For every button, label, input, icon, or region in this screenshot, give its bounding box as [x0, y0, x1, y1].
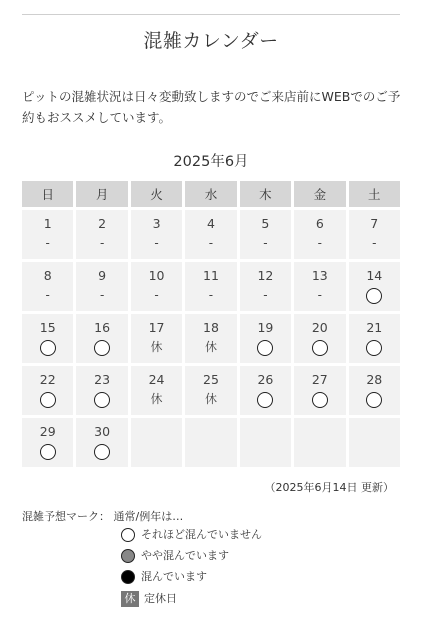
holiday-mark: 休: [204, 392, 217, 406]
day-number: 1: [43, 216, 52, 231]
status-mark: [76, 338, 127, 356]
calendar-day-cell: [22, 262, 73, 311]
day-number: 24: [148, 372, 165, 387]
no-data-mark: -: [317, 236, 322, 250]
calendar-day-cell: [185, 366, 236, 415]
day-number: 6: [315, 216, 324, 231]
day-number: 4: [207, 216, 215, 231]
weekday-sat: 土: [349, 181, 400, 207]
holiday-mark: 休: [150, 392, 163, 406]
status-mark: [240, 390, 291, 408]
black-circle-icon: [121, 570, 135, 584]
empty-circle-icon: [312, 340, 328, 356]
empty-circle-icon: [94, 444, 110, 460]
legend-label: 混雑予想マーク： 通常/例年は…: [22, 510, 184, 523]
status-mark: [294, 338, 345, 356]
day-number: 22: [39, 372, 56, 387]
calendar-day-cell: [294, 210, 345, 259]
day-number: 10: [148, 268, 165, 283]
empty-circle-icon: [94, 392, 110, 408]
month-label: 2025年6月: [173, 154, 249, 170]
calendar-day-cell: [294, 366, 345, 415]
top-divider: [22, 14, 400, 15]
calendar-day-cell: [185, 262, 236, 311]
calendar-day-cell: [185, 210, 236, 259]
calendar-empty-cell: [240, 418, 291, 467]
no-data-mark: -: [208, 236, 214, 250]
calendar-week-row: [22, 262, 400, 311]
day-number: 8: [43, 268, 52, 283]
status-mark: [349, 390, 400, 408]
no-data-mark: -: [99, 236, 105, 250]
weekday-wed: 水: [185, 181, 236, 207]
legend-item-not-crowded: [121, 526, 262, 544]
day-number: 28: [366, 372, 383, 387]
day-number: 30: [94, 424, 111, 439]
no-data-mark: -: [263, 236, 268, 250]
calendar-empty-cell: [185, 418, 236, 467]
day-number: 19: [257, 320, 274, 335]
calendar-day-cell: [76, 314, 127, 363]
empty-circle-icon: [121, 528, 135, 542]
calendar-day-cell: [240, 314, 291, 363]
status-mark: [294, 390, 345, 408]
calendar-day-cell: [76, 210, 127, 259]
empty-circle-icon: [94, 340, 110, 356]
day-number: 18: [203, 320, 219, 335]
holiday-mark: 休: [204, 340, 217, 354]
no-data-mark: -: [99, 288, 105, 302]
calendar-day-cell: [22, 210, 73, 259]
calendar-empty-cell: [131, 418, 182, 467]
calendar-day-cell: [76, 262, 127, 311]
day-number: 17: [148, 320, 165, 335]
calendar-empty-cell: [294, 418, 345, 467]
legend-text: 定休日: [144, 592, 177, 605]
no-data-mark: -: [372, 236, 377, 250]
weekday-header-row: [22, 181, 400, 207]
day-number: 9: [98, 268, 107, 283]
status-mark: [240, 338, 291, 356]
calendar-day-cell: [76, 366, 127, 415]
no-data-mark: -: [45, 288, 50, 302]
day-number: 14: [366, 268, 383, 283]
day-number: 15: [39, 320, 56, 335]
calendar-week-row: [22, 366, 400, 415]
status-mark: [22, 442, 73, 460]
calendar-day-cell: [240, 366, 291, 415]
empty-circle-icon: [366, 340, 382, 356]
empty-circle-icon: [257, 392, 273, 408]
legend-item-holiday: [121, 590, 177, 608]
empty-circle-icon: [40, 340, 56, 356]
calendar-day-cell: [240, 262, 291, 311]
status-mark: [76, 390, 127, 408]
calendar-day-cell: [131, 314, 182, 363]
day-number: 5: [261, 216, 270, 231]
calendar-day-cell: [131, 366, 182, 415]
calendar-day-cell: [131, 262, 182, 311]
calendar-day-cell: [240, 210, 291, 259]
empty-circle-icon: [40, 444, 56, 460]
empty-circle-icon: [366, 392, 382, 408]
empty-circle-icon: [257, 340, 273, 356]
day-number: 12: [257, 268, 274, 283]
intro-text: ピットの混雑状況は日々変動致しますのでご来店前にWEBでのご予約もおススメしています。: [22, 89, 401, 125]
calendar-day-cell: [294, 262, 345, 311]
calendar-day-cell: [22, 366, 73, 415]
day-number: 3: [152, 216, 161, 231]
no-data-mark: -: [154, 288, 159, 302]
legend-text: やや混んでいます: [141, 549, 229, 562]
day-number: 23: [94, 372, 111, 387]
congestion-calendar: [19, 178, 403, 470]
legend-item-crowded: [121, 568, 207, 586]
calendar-week-row: [22, 418, 400, 467]
weekday-fri: 金: [294, 181, 345, 207]
no-data-mark: -: [154, 236, 159, 250]
calendar-day-cell: [22, 418, 73, 467]
calendar-day-cell: [349, 262, 400, 311]
day-number: 21: [366, 320, 383, 335]
calendar-day-cell: [349, 314, 400, 363]
day-number: 27: [311, 372, 328, 387]
day-number: 26: [257, 372, 274, 387]
status-mark: [22, 390, 73, 408]
empty-circle-icon: [40, 392, 56, 408]
weekday-thu: 木: [240, 181, 291, 207]
status-mark: [22, 338, 73, 356]
gray-circle-icon: [121, 549, 135, 563]
calendar-day-cell: [76, 418, 127, 467]
day-number: 13: [311, 268, 328, 283]
empty-circle-icon: [312, 392, 328, 408]
calendar-empty-cell: [349, 418, 400, 467]
day-number: 25: [203, 372, 219, 387]
page-title: 混雑カレンダー: [143, 30, 279, 52]
day-number: 16: [94, 320, 111, 335]
weekday-tue: 火: [131, 181, 182, 207]
status-mark: [76, 442, 127, 460]
no-data-mark: -: [263, 288, 268, 302]
calendar-day-cell: [294, 314, 345, 363]
holiday-mark: 休: [150, 340, 163, 354]
calendar-week-row: [22, 210, 400, 259]
calendar-day-cell: [131, 210, 182, 259]
holiday-badge: 休: [121, 591, 139, 607]
status-mark: [349, 338, 400, 356]
no-data-mark: -: [208, 288, 214, 302]
legend-text: 混んでいます: [141, 570, 207, 583]
empty-circle-icon: [366, 288, 382, 304]
calendar-day-cell: [22, 314, 73, 363]
day-number: 20: [311, 320, 328, 335]
updated-date: （2025年6月14日 更新）: [264, 481, 394, 494]
legend-item-somewhat-crowded: [121, 547, 229, 565]
calendar-day-cell: [185, 314, 236, 363]
legend-text: それほど混んでいません: [141, 528, 262, 541]
calendar-day-cell: [349, 366, 400, 415]
calendar-week-row: [22, 314, 400, 363]
day-number: 7: [370, 216, 379, 231]
weekday-sun: 日: [22, 181, 73, 207]
day-number: 2: [98, 216, 107, 231]
day-number: 29: [39, 424, 56, 439]
no-data-mark: -: [45, 236, 50, 250]
status-mark: [349, 286, 400, 304]
no-data-mark: -: [317, 288, 322, 302]
calendar-day-cell: [349, 210, 400, 259]
day-number: 11: [203, 268, 219, 283]
weekday-mon: 月: [76, 181, 127, 207]
